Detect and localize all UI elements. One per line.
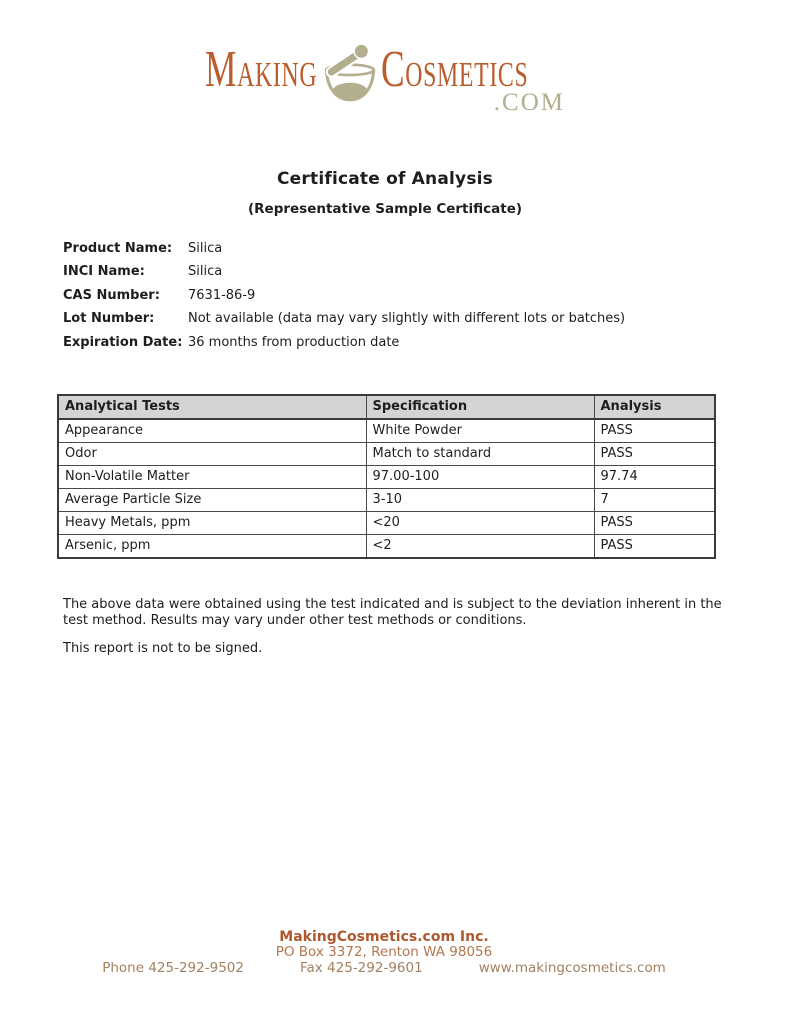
table-cell: PASS xyxy=(594,419,715,443)
mortar-pestle-icon xyxy=(323,41,377,109)
lot-number-label: Lot Number: xyxy=(63,311,155,327)
footer-website: www.makingcosmetics.com xyxy=(478,960,666,976)
note-text: This report is not to be signed. xyxy=(63,641,263,656)
table-row xyxy=(58,489,715,512)
table-cell: Non-Volatile Matter xyxy=(58,466,366,489)
table-cell: Odor xyxy=(58,443,366,466)
table-cell: Match to standard xyxy=(366,443,594,466)
footer-contact-line xyxy=(0,960,768,976)
logo-word-making-rest: AKING xyxy=(237,55,318,94)
table-cell: PASS xyxy=(594,512,715,535)
footer-company: MakingCosmetics.com Inc. xyxy=(279,929,489,945)
table-row xyxy=(58,466,715,489)
table-cell: 97.74 xyxy=(594,466,715,489)
cas-number-value: 7631-86-9 xyxy=(188,287,256,303)
disclaimer-text: The above data were obtained using the test indicated and is subject to the deviation inherent in the test method. Results may vary under other test methods or conditions. xyxy=(63,597,722,628)
table-header-specification: Specification xyxy=(366,395,594,419)
table-cell: <20 xyxy=(366,512,594,535)
product-name-label: Product Name: xyxy=(63,241,173,256)
table-row xyxy=(58,443,715,466)
table-row xyxy=(58,419,715,443)
inci-name-label: INCI Name: xyxy=(63,264,145,280)
product-details xyxy=(63,241,625,358)
page-title: Certificate of Analysis xyxy=(277,169,493,189)
footer-fax: Fax 425-292-9601 xyxy=(299,960,423,976)
table-cell: 3-10 xyxy=(366,489,594,512)
table-cell: Heavy Metals, ppm xyxy=(58,512,366,535)
table-cell: 7 xyxy=(594,489,715,512)
table-cell: PASS xyxy=(594,443,715,466)
table-header-analysis: Analysis xyxy=(594,395,715,419)
footer xyxy=(0,930,768,976)
logo-word-cosmetics-initial: C xyxy=(381,41,406,98)
logo-domain: .COM xyxy=(493,89,565,116)
table-row xyxy=(58,512,715,535)
page-subtitle: (Representative Sample Certificate) xyxy=(247,201,523,217)
footer-address: PO Box 3372, Renton WA 98056 xyxy=(275,944,493,960)
lot-number-value: Not available (data may vary slightly with different lots or batches) xyxy=(188,311,626,327)
lot-number-row xyxy=(63,311,625,334)
cas-number-label: CAS Number: xyxy=(63,287,160,303)
table-cell: White Powder xyxy=(366,419,594,443)
table-cell: Arsenic, ppm xyxy=(58,535,366,559)
table-cell: Appearance xyxy=(58,419,366,443)
expiration-date-row xyxy=(63,335,625,358)
logo-makingcosmetics xyxy=(205,41,565,116)
table-header-analytical-tests: Analytical Tests xyxy=(58,395,366,419)
table-cell: <2 xyxy=(366,535,594,559)
expiration-date-label: Expiration Date: xyxy=(63,334,183,350)
inci-name-value: Silica xyxy=(188,264,223,280)
logo-word-making-initial: M xyxy=(205,41,238,98)
product-name-row xyxy=(63,241,625,264)
logo-word-making xyxy=(205,41,318,98)
table-cell: PASS xyxy=(594,535,715,559)
logo-word-cosmetics-rest: OSMETICS xyxy=(405,55,529,94)
table-cell: 97.00-100 xyxy=(366,466,594,489)
coa-table xyxy=(57,394,716,559)
product-name-value: Silica xyxy=(188,241,223,256)
cas-number-row xyxy=(63,288,625,311)
table-row xyxy=(58,535,715,559)
inci-name-row xyxy=(63,264,625,287)
expiration-date-value: 36 months from production date xyxy=(188,334,400,350)
footer-phone: Phone 425-292-9502 xyxy=(102,960,244,976)
table-cell: Average Particle Size xyxy=(58,489,366,512)
table-header-row xyxy=(58,395,715,419)
